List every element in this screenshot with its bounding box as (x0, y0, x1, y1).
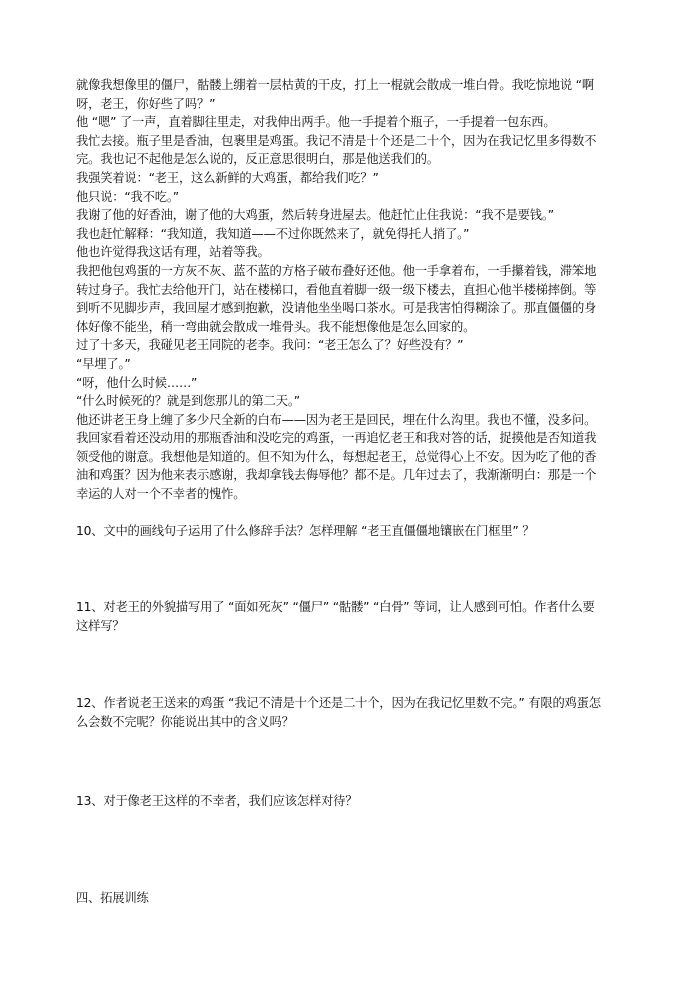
question-text: 10、文中的画线句子运用了什么修辞手法？怎样理解 “老王直僵僵地镶嵌在门框里” ？ (76, 524, 535, 538)
passage-line: 他还讲老王身上缠了多少尺全新的白布——因为老王是回民，埋在什么沟里。我也不懂，没多问。 (76, 412, 597, 427)
question-text: 12、作者说老王送来的鸡蛋 “我记不清是十个还是二十个，因为在我记忆里数不完。” 有限的鸡蛋怎 (76, 696, 601, 710)
passage-line: 过了十多天，我碰见老王同院的老李。我问：“老王怎么了？好些没有？” (76, 338, 464, 353)
passage-line: 油和鸡蛋？因为他来表示感谢，我却拿钱去侮辱他？都不是。几年过去了，我渐渐明白：那是一个 (76, 468, 597, 483)
passage-line: 他也许觉得我这话有理，站着等我。 (76, 245, 270, 260)
passage-line: 到听不见脚步声，我回屋才感到抱歉，没请他坐坐喝口茶水。可是我害怕得糊涂了。那直僵僵的身 (76, 301, 597, 316)
question-12 (76, 694, 624, 732)
question-text: 这样写？ (76, 619, 125, 633)
passage-line: 体好像不能坐，稍一弯曲就会散成一堆骨头。我不能想像他是怎么回家的。 (76, 319, 476, 334)
passage-line: 完。我也记不起他是怎么说的，反正意思很明白，那是他送我们的。 (76, 152, 439, 167)
reading-passage (76, 76, 624, 504)
question-text: 11、对老王的外貌描写用了 “面如死灰” “僵尸” “骷髅” “白骨” 等词，让人感到可怕。作者什么要 (76, 600, 595, 614)
section-heading-text: 四、拓展训练 (76, 891, 149, 905)
passage-line: “什么时候死的？就是到您那儿的第二天。” (76, 394, 300, 409)
passage-line: 他只说：“我不吃。” (76, 189, 179, 204)
question-11 (76, 598, 624, 636)
passage-line: 我谢了他的好香油，谢了他的大鸡蛋，然后转身进屋去。他赶忙止住我说：“我不是要钱。” (76, 208, 554, 223)
question-text: 13、对于像老王这样的不幸者，我们应该怎样对待？ (76, 794, 358, 808)
passage-line: 我把他包鸡蛋的一方灰不灰、蓝不蓝的方格子破布叠好还他。他一手拿着布，一手攥着钱，滞笨地 (76, 263, 597, 278)
passage-line: 我强笑着说：“老王，这么新鲜的大鸡蛋，都给我们吃？” (76, 170, 379, 185)
passage-line: “早埋了。” (76, 356, 131, 371)
passage-line: “呀，他什么时候……” (76, 375, 198, 390)
passage-line: 我回家看着还没动用的那瓶香油和没吃完的鸡蛋，一再追忆老王和我对答的话，捉摸他是否知道我 (76, 431, 597, 446)
passage-line: 转过身子。我忙去给他开门，站在楼梯口，看他直着脚一级一级下楼去，直担心他半楼梯摔倒。等 (76, 282, 597, 297)
passage-line: 就像我想像里的僵尸，骷髅上绷着一层枯黄的干皮，打上一棍就会散成一堆白骨。我吃惊地说 “啊 (76, 78, 594, 92)
passage-line: 我也赶忙解释：“我知道，我知道——不过你既然来了，就免得托人捎了。” (76, 226, 470, 241)
section-heading (76, 889, 624, 908)
passage-line: 他 “嗯” 了一声，直着脚往里走，对我伸出两手。他一手提着个瓶子，一手提着一包东西。 (76, 115, 556, 130)
question-10 (76, 522, 624, 541)
passage-line: 呀，老王，你好些了吗？” (76, 96, 216, 111)
passage-line: 幸运的人对一个不幸者的愧怍。 (76, 487, 246, 502)
question-text: 么会数不完呢？你能说出其中的含义吗？ (76, 715, 294, 729)
passage-line: 我忙去接。瓶子里是香油，包裹里是鸡蛋。我记不清是十个还是二十个，因为在我记忆里多得数不 (76, 133, 597, 148)
question-13 (76, 792, 624, 811)
passage-line: 领受他的谢意。我想他是知道的。但不知为什么，每想起老王，总觉得心上不安。因为吃了他的香 (76, 449, 597, 464)
